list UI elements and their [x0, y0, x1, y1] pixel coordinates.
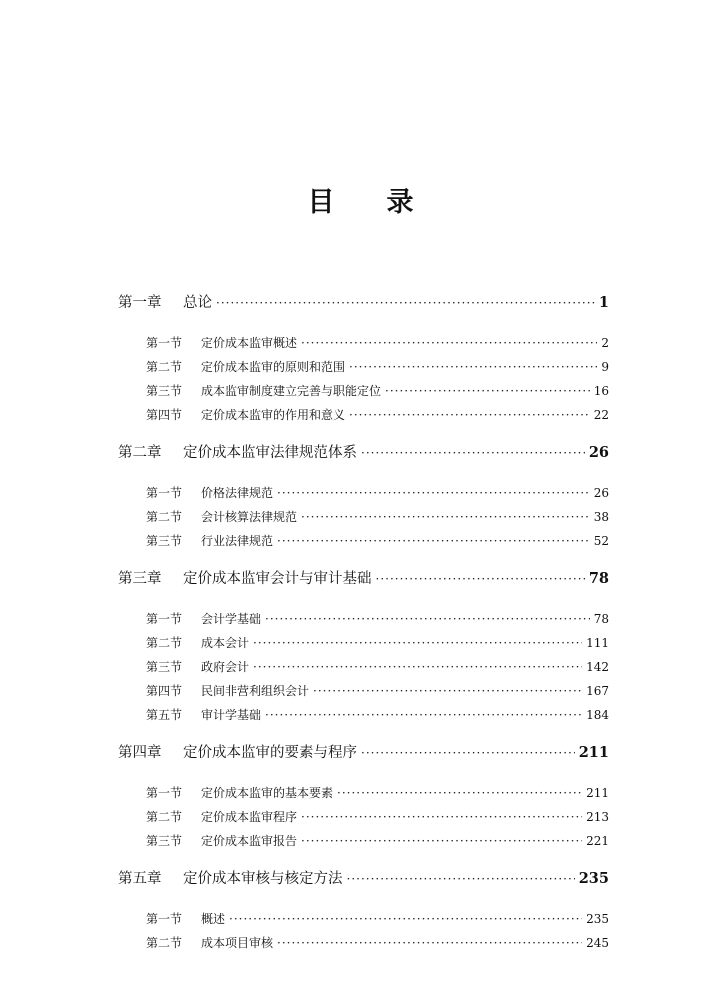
section-title: 定价成本监审的原则和范围	[201, 360, 346, 374]
section-number: 第四节	[146, 684, 183, 698]
chapter-number: 第五章	[118, 871, 162, 887]
chapter-title: 定价成本监审的要素与程序	[183, 745, 357, 761]
chapter-page-number: 1	[598, 294, 609, 311]
section-page-number: 235	[586, 912, 609, 926]
toc-section-entry[interactable]	[118, 607, 609, 631]
section-list	[118, 898, 609, 962]
chapter-number: 第四章	[118, 745, 162, 761]
section-page-number: 245	[586, 936, 609, 950]
toc-chapter-entry[interactable]	[118, 284, 609, 322]
chapter-page-number: 26	[588, 444, 609, 461]
dot-leader	[376, 560, 585, 598]
toc-chapter-entry[interactable]	[118, 560, 609, 598]
section-number: 第一节	[146, 486, 183, 500]
section-title: 会计学基础	[201, 612, 262, 626]
dot-leader	[385, 379, 590, 403]
toc-section-entry[interactable]	[118, 355, 609, 379]
toc-section-entry[interactable]	[118, 529, 609, 553]
dot-leader	[277, 529, 590, 553]
section-page-number: 184	[586, 708, 609, 722]
section-number: 第二节	[146, 360, 183, 374]
toc-section-entry[interactable]	[118, 829, 609, 853]
section-title: 成本项目审核	[201, 936, 274, 950]
dot-leader	[216, 284, 595, 322]
toc-section-entry[interactable]	[118, 481, 609, 505]
section-title: 行业法律规范	[201, 534, 274, 548]
section-page-number: 78	[593, 612, 609, 626]
section-number: 第三节	[146, 834, 183, 848]
dot-leader	[313, 679, 582, 703]
section-page-number: 213	[586, 810, 609, 824]
section-title: 定价成本监审的基本要素	[201, 786, 334, 800]
toc-section-entry[interactable]	[118, 403, 609, 427]
dot-leader	[301, 505, 590, 529]
dot-leader	[349, 403, 590, 427]
chapter-page-number: 78	[588, 570, 609, 587]
section-list	[118, 598, 609, 734]
section-number: 第五节	[146, 708, 183, 722]
section-title: 价格法律规范	[201, 486, 274, 500]
section-page-number: 2	[601, 336, 609, 350]
chapter-title: 定价成本监审会计与审计基础	[183, 571, 372, 587]
toc-section-entry[interactable]	[118, 805, 609, 829]
chapter-number: 第二章	[118, 445, 162, 461]
section-title: 成本监审制度建立完善与职能定位	[201, 384, 382, 398]
section-title: 定价成本监审报告	[201, 834, 298, 848]
section-title: 审计学基础	[201, 708, 262, 722]
toc-section-entry[interactable]	[118, 331, 609, 355]
toc-section-entry[interactable]	[118, 655, 609, 679]
toc-section-entry[interactable]	[118, 631, 609, 655]
section-title: 定价成本监审概述	[201, 336, 298, 350]
toc-section-entry[interactable]	[118, 907, 609, 931]
page-title-char-1: 目	[307, 187, 335, 218]
chapter-title: 总论	[183, 295, 212, 311]
section-title: 定价成本监审的作用和意义	[201, 408, 346, 422]
section-list	[118, 772, 609, 860]
section-number: 第二节	[146, 810, 183, 824]
chapter-number: 第一章	[118, 295, 162, 311]
dot-leader	[301, 805, 582, 829]
section-number: 第一节	[146, 912, 183, 926]
section-number: 第二节	[146, 636, 183, 650]
section-number: 第二节	[146, 510, 183, 524]
section-page-number: 142	[586, 660, 609, 674]
section-number: 第一节	[146, 612, 183, 626]
section-page-number: 26	[593, 486, 609, 500]
section-page-number: 22	[593, 408, 609, 422]
section-page-number: 221	[586, 834, 609, 848]
toc-section-entry[interactable]	[118, 703, 609, 727]
toc-section-entry[interactable]	[118, 379, 609, 403]
dot-leader	[361, 734, 575, 772]
chapter-page-number: 235	[578, 870, 609, 887]
toc-section-entry[interactable]	[118, 679, 609, 703]
section-page-number: 9	[601, 360, 609, 374]
section-title: 民间非营利组织会计	[201, 684, 310, 698]
page-title-char-2: 录	[386, 187, 414, 218]
toc-section-entry[interactable]	[118, 781, 609, 805]
chapter-title: 定价成本审核与核定方法	[183, 871, 343, 887]
section-title: 概述	[201, 912, 226, 926]
section-number: 第一节	[146, 336, 183, 350]
section-title: 定价成本监审程序	[201, 810, 298, 824]
section-number: 第三节	[146, 534, 183, 548]
section-number: 第三节	[146, 660, 183, 674]
chapter-title: 定价成本监审法律规范体系	[183, 445, 357, 461]
section-list	[118, 472, 609, 560]
section-page-number: 16	[593, 384, 609, 398]
chapter-page-number: 211	[578, 744, 609, 761]
section-title: 成本会计	[201, 636, 250, 650]
dot-leader	[277, 931, 582, 955]
dot-leader	[349, 355, 597, 379]
section-number: 第一节	[146, 786, 183, 800]
dot-leader	[253, 655, 582, 679]
dot-leader	[301, 829, 582, 853]
page-title	[0, 180, 721, 219]
dot-leader	[265, 703, 582, 727]
toc-section-entry[interactable]	[118, 931, 609, 955]
toc-chapter-entry[interactable]	[118, 734, 609, 772]
dot-leader	[361, 434, 585, 472]
dot-leader	[347, 860, 575, 898]
section-number: 第三节	[146, 384, 183, 398]
section-page-number: 52	[593, 534, 609, 548]
dot-leader	[301, 331, 597, 355]
dot-leader	[277, 481, 590, 505]
dot-leader	[265, 607, 590, 631]
section-page-number: 38	[593, 510, 609, 524]
section-page-number: 211	[586, 786, 609, 800]
section-page-number: 167	[586, 684, 609, 698]
table-of-contents	[118, 280, 609, 962]
toc-chapter-entry[interactable]	[118, 434, 609, 472]
section-title: 政府会计	[201, 660, 250, 674]
dot-leader	[253, 631, 582, 655]
toc-chapter-entry[interactable]	[118, 860, 609, 898]
dot-leader	[337, 781, 582, 805]
section-number: 第二节	[146, 936, 183, 950]
section-list	[118, 322, 609, 434]
chapter-number: 第三章	[118, 571, 162, 587]
section-number: 第四节	[146, 408, 183, 422]
toc-section-entry[interactable]	[118, 505, 609, 529]
dot-leader	[229, 907, 582, 931]
section-page-number: 111	[586, 636, 609, 650]
section-title: 会计核算法律规范	[201, 510, 298, 524]
